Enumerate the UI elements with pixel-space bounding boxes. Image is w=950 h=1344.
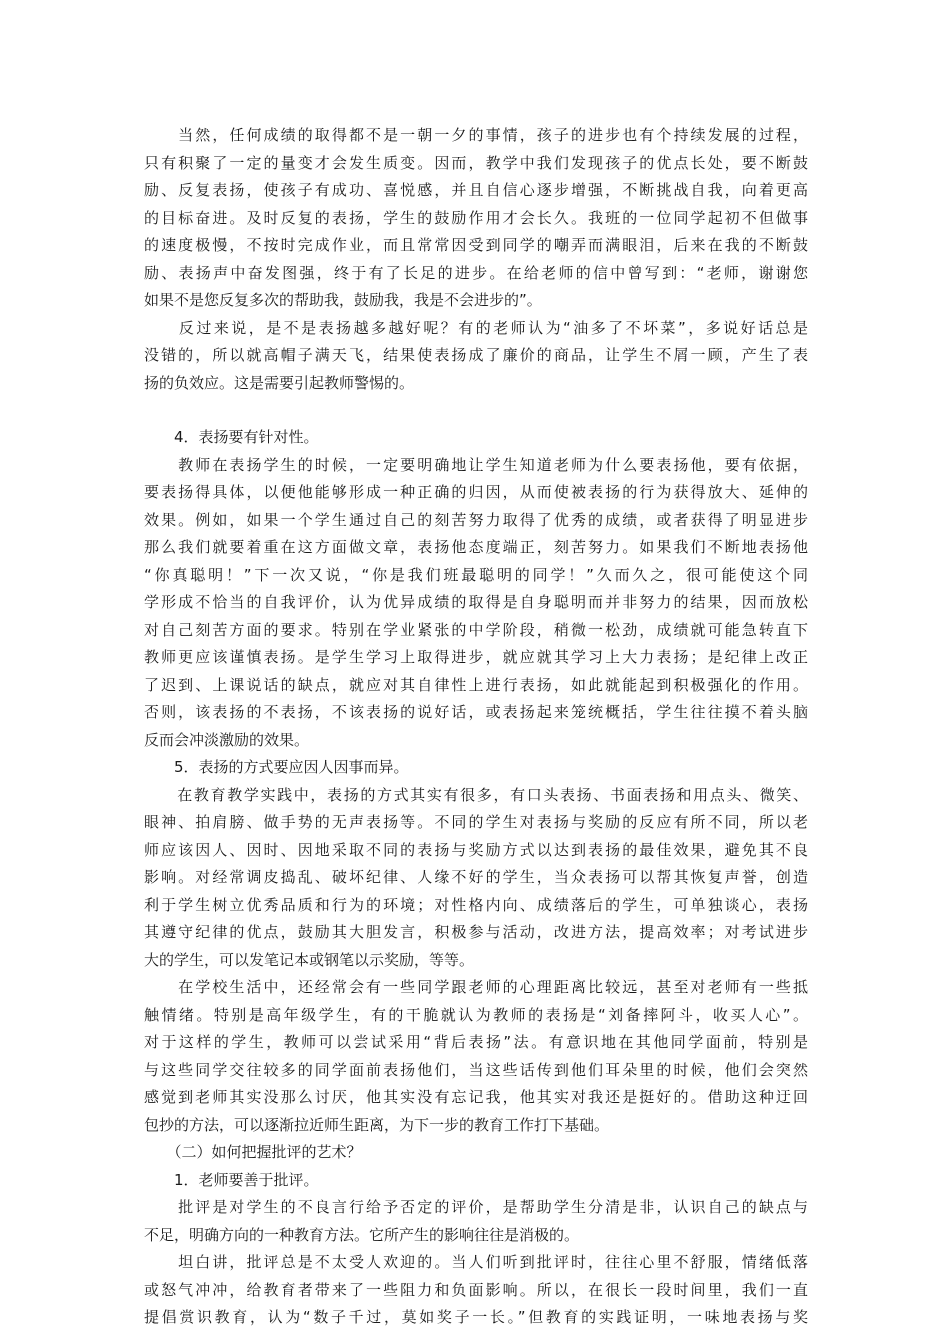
text-line: 学形成不恰当的自我评价，认为优异成绩的取得是自身聪明而并非努力的结果，因而放松 bbox=[144, 593, 808, 611]
text-line: 扬的负效应。这是需要引起教师警惕的。 bbox=[144, 373, 415, 392]
text-line: 励、反复表扬，使孩子有成功、喜悦感，并且自信心逐步增强，不断挑战自我，向着更高 bbox=[144, 181, 808, 199]
text-line: 包抄的方法，可以逐渐拉近师生距离，为下一步的教育工作打下基础。 bbox=[144, 1115, 610, 1134]
text-line: 提倡赏识教育，认为“数子千过，莫如奖子一长。”但教育的实践证明，一味地表扬与奖 bbox=[144, 1308, 808, 1326]
text-line: 眼神、拍肩膀、做手势的无声表扬等。不同的学生对表扬与奖励的反应有所不同，所以老 bbox=[144, 813, 808, 831]
text-line: 的目标奋进。及时反复的表扬，学生的鼓励作用才会长久。我班的一位同学起初不但做事 bbox=[144, 208, 808, 227]
text-line: 5．表扬的方式要应因人因事而异。 bbox=[144, 758, 409, 776]
text-line: 对于这样的学生，教师可以尝试采用“背后表扬”法。有意识地在其他同学面前，特别是 bbox=[144, 1033, 808, 1051]
text-line: 励、表扬声中奋发图强，终于有了长足的进步。在给老师的信中曾写到：“老师，谢谢您 bbox=[144, 263, 808, 282]
text-line: 教师在表扬学生的时候，一定要明确地让学生知道老师为什么要表扬他，要有依据， bbox=[144, 455, 808, 474]
text-line: 对自己刻苦方面的要求。特别在学业紧张的中学阶段，稍微一松劲，成绩就可能急转直下 bbox=[144, 620, 808, 639]
text-line: 如果不是您反复多次的帮助我，鼓励我，我是不会进步的”。 bbox=[144, 291, 542, 309]
text-line: 当然，任何成绩的取得都不是一朝一夕的事情，孩子的进步也有个持续发展的过程， bbox=[144, 126, 808, 144]
text-line: 感觉到老师其实没那么讨厌，他其实没有忘记我，他其实对我还是挺好的。借助这种迂回 bbox=[144, 1088, 808, 1106]
text-line: 在学校生活中，还经常会有一些同学跟老师的心理距离比较远，甚至对老师有一些抵 bbox=[144, 978, 808, 996]
text-line: 要表扬得具体，以便他能够形成一种正确的归因，从而使被表扬的行为获得放大、延伸的 bbox=[144, 483, 808, 501]
text-line: 否则，该表扬的不表扬，不该表扬的说好话，或表扬起来笼统概括，学生往往摸不着头脑 bbox=[144, 703, 808, 721]
text-line: 效果。例如，如果一个学生通过自己的刻苦努力取得了优秀的成绩，或者获得了明显进步 bbox=[144, 510, 808, 529]
text-line: 大的学生，可以发笔记本或钢笔以示奖励，等等。 bbox=[144, 950, 475, 969]
text-line: 坦白讲，批评总是不太受人欢迎的。当人们听到批评时，往往心里不舒服，情绪低落 bbox=[144, 1253, 808, 1271]
text-line: 师应该因人、因时、因地采取不同的表扬与奖励方式以达到表扬的最佳效果，避免其不良 bbox=[144, 840, 808, 859]
text-line: 利于学生树立优秀品质和行为的环境；对性格内向、成绩落后的学生，可单独谈心，表扬 bbox=[144, 895, 808, 914]
text-line: 批评是对学生的不良言行给予否定的评价，是帮助学生分清是非，认识自己的缺点与 bbox=[144, 1198, 808, 1216]
text-line: 或怒气冲冲，给教育者带来了一些阻力和负面影响。所以，在很长一段时间里，我们一直 bbox=[144, 1280, 808, 1299]
text-line: 只有积聚了一定的量变才会发生质变。因而，教学中我们发现孩子的优点长处，要不断鼓 bbox=[144, 153, 808, 172]
text-line: 1．老师要善于批评。 bbox=[144, 1170, 319, 1189]
text-line: （二）如何把握批评的艺术？ bbox=[144, 1143, 362, 1161]
text-line: 没错的，所以就高帽子满天飞，结果使表扬成了廉价的商品，让学生不屑一顾，产生了表 bbox=[144, 346, 808, 364]
text-line: 了迟到、上课说话的缺点，就应对其自律性上进行表扬，如此就能起到积极强化的作用。 bbox=[144, 675, 808, 694]
text-line: 那么我们就要着重在这方面做文章，表扬他态度端正，刻苦努力。如果我们不断地表扬他 bbox=[144, 538, 808, 556]
paragraph-gap bbox=[144, 397, 808, 424]
text-line: 其遵守纪律的优点，鼓励其大胆发言，积极参与活动，改进方法，提高效率；对考试进步 bbox=[144, 923, 808, 941]
text-line: 4．表扬要有针对性。 bbox=[144, 428, 319, 446]
text-line: 教师更应该谨慎表扬。是学生学习上取得进步，就应就其学习上大力表扬；是纪律上改正 bbox=[144, 648, 808, 666]
document-page bbox=[144, 122, 808, 1332]
text-line: 反而会冲淡激励的效果。 bbox=[144, 730, 310, 749]
text-line: 在教育教学实践中，表扬的方式其实有很多，有口头表扬、书面表扬和用点头、微笑、 bbox=[144, 785, 808, 804]
text-line: 与这些同学交往较多的同学面前表扬他们，当这些话传到他们耳朵里的时候，他们会突然 bbox=[144, 1060, 808, 1079]
text-line: 不足，明确方向的一种教育方法。它所产生的影响往往是消极的。 bbox=[144, 1225, 580, 1244]
text-line: 的速度极慢，不按时完成作业，而且常常因受到同学的嘲弄而满眼泪，后来在我的不断鼓 bbox=[144, 236, 808, 254]
text-line: “你真聪明！”下一次又说，“你是我们班最聪明的同学！”久而久之，很可能使这个同 bbox=[144, 565, 808, 584]
text-line: 影响。对经常调皮捣乱、破坏纪律、人缘不好的学生，当众表扬可以帮其恢复声誉，创造 bbox=[144, 868, 808, 886]
text-line: 反过来说，是不是表扬越多越好呢？有的老师认为“油多了不坏菜”，多说好话总是 bbox=[144, 318, 808, 337]
text-line: 触情绪。特别是高年级学生，有的干脆就认为教师的表扬是“刘备摔阿斗，收买人心”。 bbox=[144, 1005, 808, 1024]
